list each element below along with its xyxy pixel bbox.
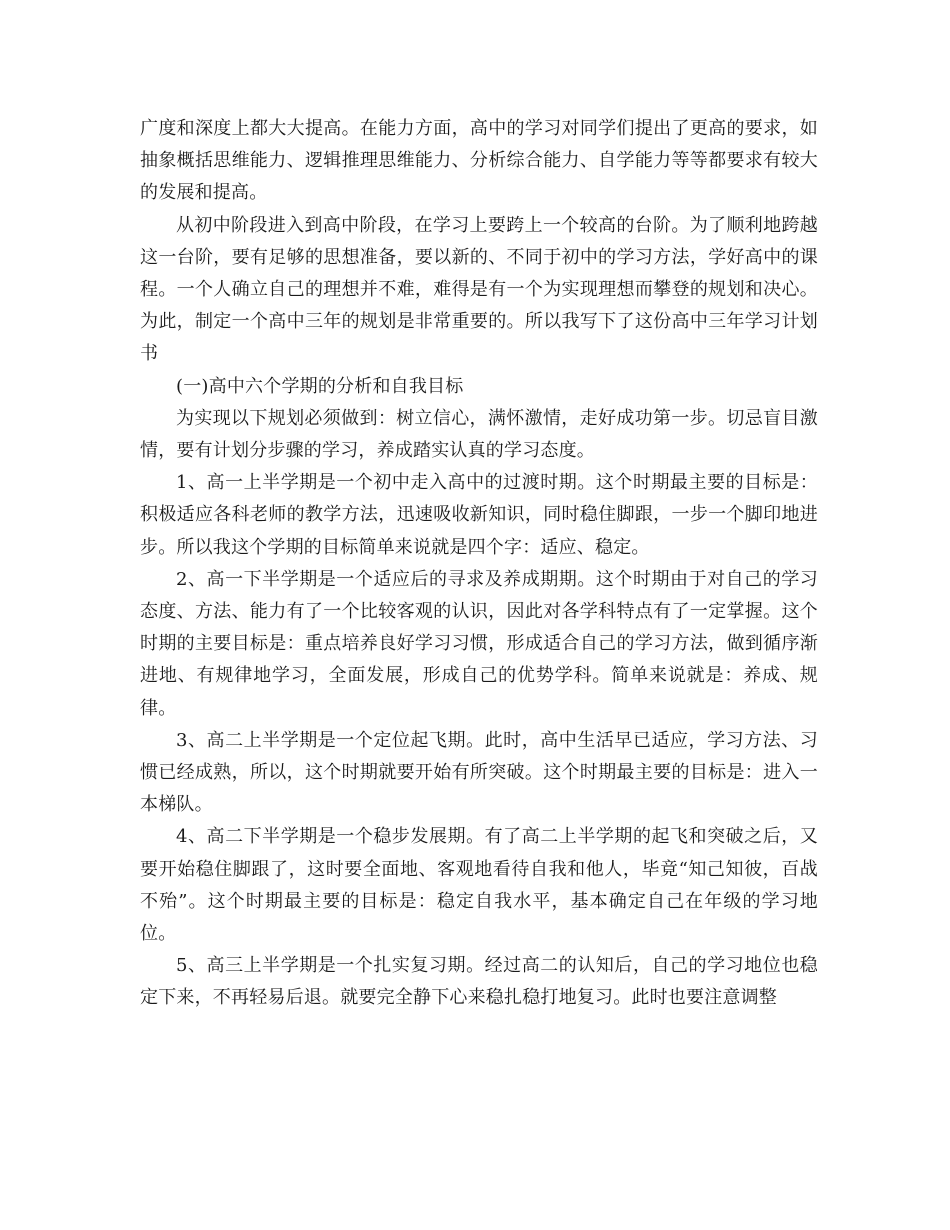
list-item-5: 5、高三上半学期是一个扎实复习期。经过高二的认知后，自己的学习地位也稳定下来，不再轻易后退。就要完全静下心来稳扎稳打地复习。此时也要注意调整: [140, 955, 818, 1009]
section-heading: (一)高中六个学期的分析和自我目标: [176, 375, 464, 397]
paragraph-2: 从初中阶段进入到高中阶段，在学习上要跨上一个较高的台阶。为了顺利地跨越这一台阶，要有足够的思想准备，要以新的、不同于初中的学习方法，学好高中的课程。一个人确立自己的理想并不难，难得是有一个为实现理想而攀登的规划和决心。为此，制定一个高中三年的规划是非常重要的。所以我写下了这份高中三年学习计划书: [140, 214, 818, 365]
list-item-2: 2、高一下半学期是一个适应后的寻求及养成期期。这个时期由于对自己的学习态度、方法、能力有了一个比较客观的认识，因此对各学科特点有了一定掌握。这个时期的主要目标是：重点培养良好学习习惯，形成适合自己的学习方法，做到循序渐进地、有规律地学习，全面发展，形成自己的优势学科。简单来说就是：养成、规律。: [140, 568, 818, 719]
paragraph-3: 为实现以下规划必须做到：树立信心，满怀激情，走好成功第一步。切忌盲目激情，要有计划分步骤的学习，养成踏实认真的学习态度。: [140, 407, 818, 462]
document-body: [140, 113, 818, 1015]
list-item-4: 4、高二下半学期是一个稳步发展期。有了高二上半学期的起飞和突破之后，又要开始稳住脚跟了，这时要全面地、客观地看待自我和他人，毕竟“知己知彼，百战不殆”。这个时期最主要的目标是：稳定自我水平，基本确定自己在年级的学习地位。: [140, 826, 818, 945]
list-item-1: 1、高一上半学期是一个初中走入高中的过渡时期。这个时期最主要的目标是：积极适应各科老师的教学方法，迅速吸收新知识，同时稳住脚跟，一步一个脚印地进步。所以我这个学期的目标简单来说就是四个字：适应、稳定。: [140, 472, 818, 558]
list-item-3: 3、高二上半学期是一个定位起飞期。此时，高中生活早已适应，学习方法、习惯已经成熟，所以，这个时期就要开始有所突破。这个时期最主要的目标是：进入一本梯队。: [140, 729, 818, 816]
paragraph-1: 广度和深度上都大大提高。在能力方面，高中的学习对同学们提出了更高的要求，如抽象概括思维能力、逻辑推理思维能力、分析综合能力、自学能力等等都要求有较大的发展和提高。: [140, 118, 818, 204]
